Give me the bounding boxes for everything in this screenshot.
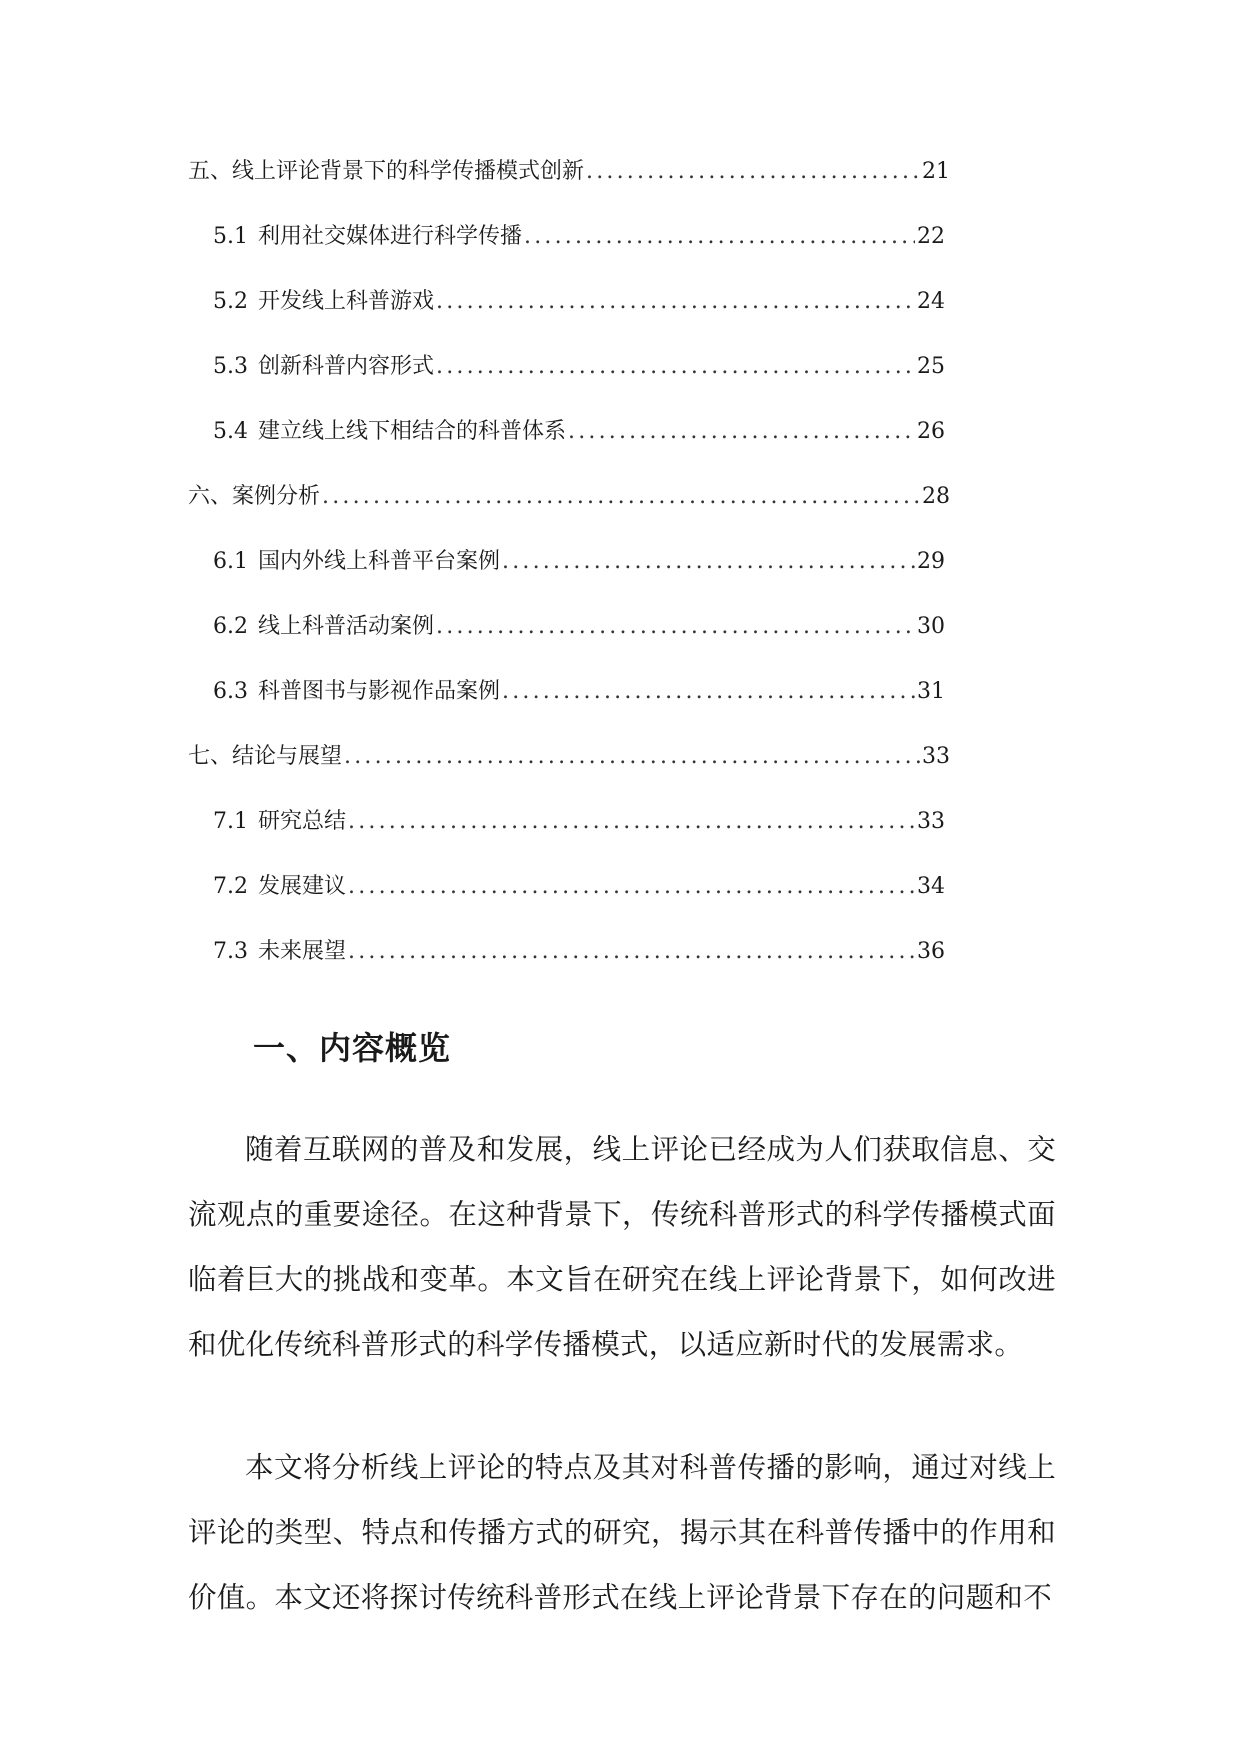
toc-entry-number: 7.2 [213, 874, 248, 899]
toc-entry-title: 研究总结 [258, 809, 347, 834]
toc-page-number: 30 [917, 614, 945, 639]
toc-page-number: 22 [917, 224, 945, 249]
toc-entry[interactable] [213, 666, 945, 706]
toc-entry-number: 6.3 [213, 679, 248, 704]
toc-leader-dots [344, 743, 920, 771]
toc-leader-dots [586, 158, 920, 186]
toc-page-number: 31 [917, 679, 945, 704]
toc-leader-dots [348, 808, 915, 836]
toc-entry-title: 未来展望 [258, 939, 347, 964]
toc-entry-number: 6.2 [213, 614, 248, 639]
toc-entry-title: 国内外线上科普平台案例 [258, 549, 501, 574]
toc-leader-dots [348, 938, 915, 966]
toc-leader-dots [348, 873, 915, 901]
toc-entry-title: 科普图书与影视作品案例 [258, 679, 501, 704]
toc-entry-title: 七、结论与展望 [188, 744, 343, 769]
toc-entry[interactable] [213, 601, 945, 641]
toc-leader-dots [524, 223, 915, 251]
toc-leader-dots [568, 418, 915, 446]
toc-leader-dots [502, 678, 915, 706]
toc-page-number: 25 [917, 354, 945, 379]
toc-entry-title: 线上科普活动案例 [258, 614, 435, 639]
toc-entry-number: 6.1 [213, 549, 248, 574]
toc-entry[interactable] [213, 341, 945, 381]
toc-leader-dots [502, 548, 915, 576]
toc-page-number: 21 [922, 159, 950, 184]
toc-page-number: 24 [917, 289, 945, 314]
toc-page-number: 36 [917, 939, 945, 964]
toc-page-number: 34 [917, 874, 945, 899]
toc-entry[interactable] [188, 471, 950, 511]
toc-entry[interactable] [188, 146, 950, 186]
toc-leader-dots [436, 353, 915, 381]
toc-leader-dots [436, 288, 915, 316]
toc-entry[interactable] [213, 276, 945, 316]
toc-leader-dots [322, 483, 920, 511]
toc-entry[interactable] [213, 406, 945, 446]
toc-entry-title: 利用社交媒体进行科学传播 [258, 224, 523, 249]
toc-page-number: 33 [917, 809, 945, 834]
toc-entry[interactable] [213, 536, 945, 576]
toc-entry-number: 5.2 [213, 289, 248, 314]
section-heading: 一、内容概览 [253, 1029, 452, 1067]
toc-entry-title: 创新科普内容形式 [258, 354, 435, 379]
toc-entry-number: 7.3 [213, 939, 248, 964]
toc-entry-number: 5.3 [213, 354, 248, 379]
toc-page-number: 29 [917, 549, 945, 574]
toc-entry-title: 建立线上线下相结合的科普体系 [258, 419, 567, 444]
toc-entry-title: 发展建议 [258, 874, 347, 899]
toc-page-number: 26 [917, 419, 945, 444]
toc-entry-title: 五、线上评论背景下的科学传播模式创新 [188, 159, 585, 184]
toc-entry[interactable] [188, 731, 950, 771]
body-paragraph: 本文将分析线上评论的特点及其对科普传播的影响，通过对线上评论的类型、特点和传播方式的研究，揭示其在科普传播中的作用和价值。本文还将探讨传统科普形式在线上评论背景下存在的问题和不 [188, 1451, 1056, 1614]
toc-entry[interactable] [213, 796, 945, 836]
toc-entry[interactable] [213, 926, 945, 966]
toc-entry-number: 5.1 [213, 224, 248, 249]
body-paragraph: 随着互联网的普及和发展，线上评论已经成为人们获取信息、交流观点的重要途径。在这种背景下，传统科普形式的科学传播模式面临着巨大的挑战和变革。本文旨在研究在线上评论背景下，如何改进和优化传统科普形式的科学传播模式，以适应新时代的发展需求。 [188, 1133, 1056, 1361]
toc-entry-number: 5.4 [213, 419, 248, 444]
toc-page-number: 33 [922, 744, 950, 769]
toc-leader-dots [436, 613, 915, 641]
toc-page-number: 28 [922, 484, 950, 509]
toc-entry-number: 7.1 [213, 809, 248, 834]
toc-entry-title: 开发线上科普游戏 [258, 289, 435, 314]
toc-entry[interactable] [213, 211, 945, 251]
toc-entry-title: 六、案例分析 [188, 484, 321, 509]
toc-entry[interactable] [213, 861, 945, 901]
